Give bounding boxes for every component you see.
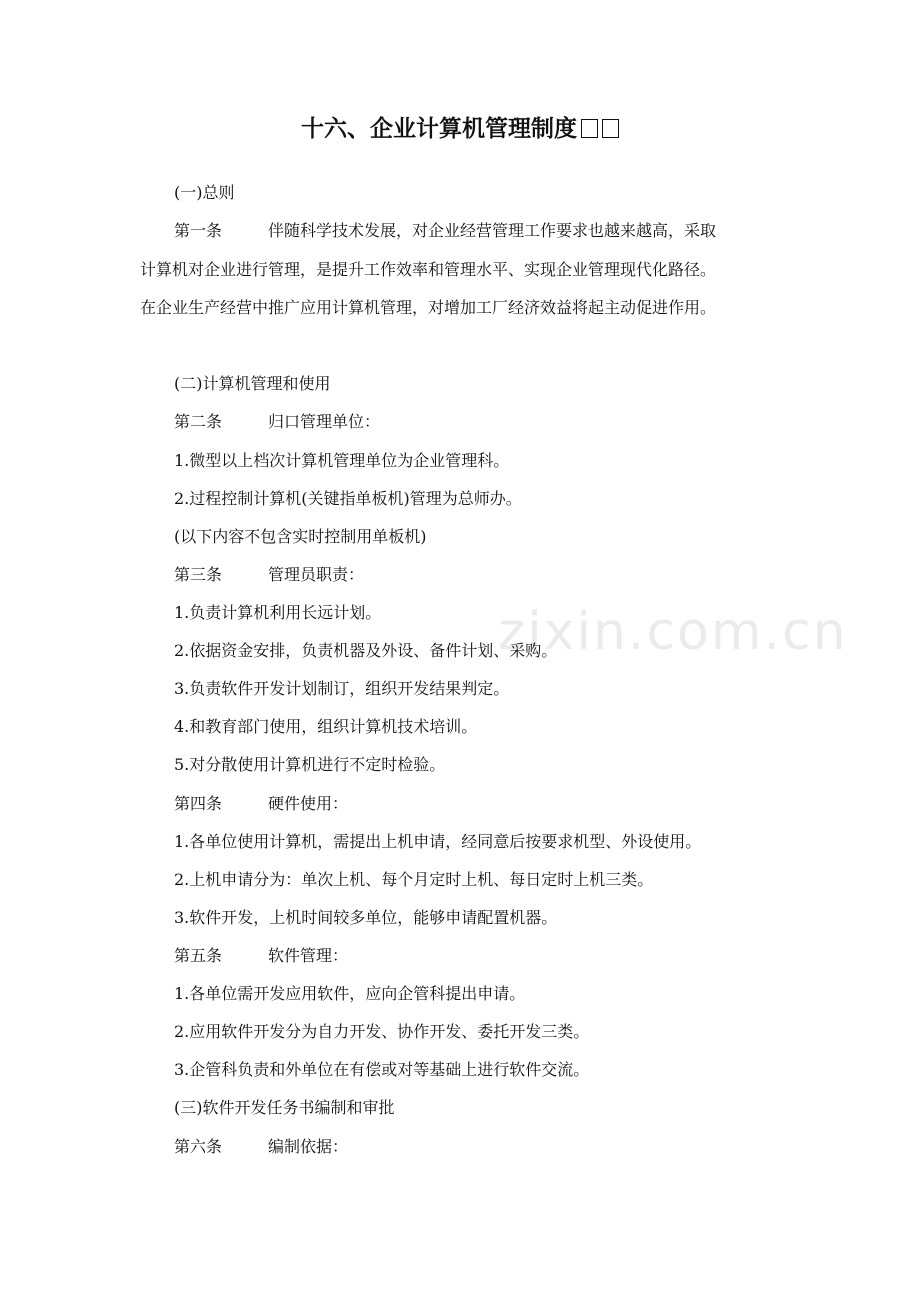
- list-item: 1.各单位使用计算机，需提出上机申请，经同意后按要求机型、外设使用。: [174, 832, 702, 851]
- article-label: 第五条: [174, 946, 223, 965]
- missing-glyph-box: [602, 119, 619, 138]
- article-text: 管理员职责：: [268, 565, 365, 584]
- document-title: [0, 112, 920, 146]
- article-1-line-3: 在企业生产经营中推广应用计算机管理，对增加工厂经济效益将起主动促进作用。: [140, 298, 717, 317]
- article-text: 硬件使用：: [268, 794, 349, 813]
- watermark-text: zixin.com.cn: [498, 602, 848, 662]
- section-heading-software: (三)软件开发任务书编制和审批: [174, 1098, 395, 1117]
- list-item: 1.各单位需开发应用软件，应向企管科提出申请。: [174, 984, 526, 1003]
- article-3-heading: [174, 563, 364, 587]
- article-2-heading: [174, 410, 380, 434]
- list-item: 5.对分散使用计算机进行不定时检验。: [174, 755, 446, 774]
- list-item: 2.上机申请分为：单次上机、每个月定时上机、每日定时上机三类。: [174, 870, 654, 889]
- list-item: 2.应用软件开发分为自力开发、协作开发、委托开发三类。: [174, 1022, 590, 1041]
- article-1-line-2: 计算机对企业进行管理，是提升工作效率和管理水平、实现企业管理现代化路径。: [140, 260, 717, 279]
- section-heading-management: (二)计算机管理和使用: [174, 374, 331, 393]
- note-text: (以下内容不包含实时控制用单板机): [174, 527, 427, 546]
- list-item: 2.依据资金安排，负责机器及外设、备件计划、采购。: [174, 641, 558, 660]
- article-label: 第六条: [174, 1137, 223, 1156]
- article-1-line-1: [174, 219, 716, 243]
- article-6-heading: [174, 1135, 348, 1159]
- article-text: 伴随科学技术发展，对企业经营管理工作要求也越来越高，采取: [268, 221, 717, 240]
- article-label: 第一条: [174, 221, 223, 240]
- article-5-heading: [174, 944, 348, 968]
- list-item: 3.软件开发，上机时间较多单位，能够申请配置机器。: [174, 908, 558, 927]
- list-item: 3.企管科负责和外单位在有偿或对等基础上进行软件交流。: [174, 1060, 590, 1079]
- list-item: 4.和教育部门使用，组织计算机技术培训。: [174, 717, 478, 736]
- article-text: 编制依据：: [268, 1137, 349, 1156]
- article-4-heading: [174, 792, 348, 816]
- article-label: 第二条: [174, 412, 223, 431]
- article-text: 软件管理：: [268, 946, 349, 965]
- article-label: 第四条: [174, 794, 223, 813]
- list-item: 2.过程控制计算机(关键指单板机)管理为总师办。: [174, 489, 522, 508]
- list-item: 1.负责计算机利用长远计划。: [174, 603, 382, 622]
- list-item: 1.微型以上档次计算机管理单位为企业管理科。: [174, 451, 510, 470]
- article-label: 第三条: [174, 565, 223, 584]
- article-text: 归口管理单位：: [268, 412, 381, 431]
- list-item: 3.负责软件开发计划制订，组织开发结果判定。: [174, 679, 510, 698]
- title-text: 十六、企业计算机管理制度: [301, 116, 577, 142]
- section-heading-general: (一)总则: [174, 183, 235, 202]
- missing-glyph-box: [581, 119, 598, 138]
